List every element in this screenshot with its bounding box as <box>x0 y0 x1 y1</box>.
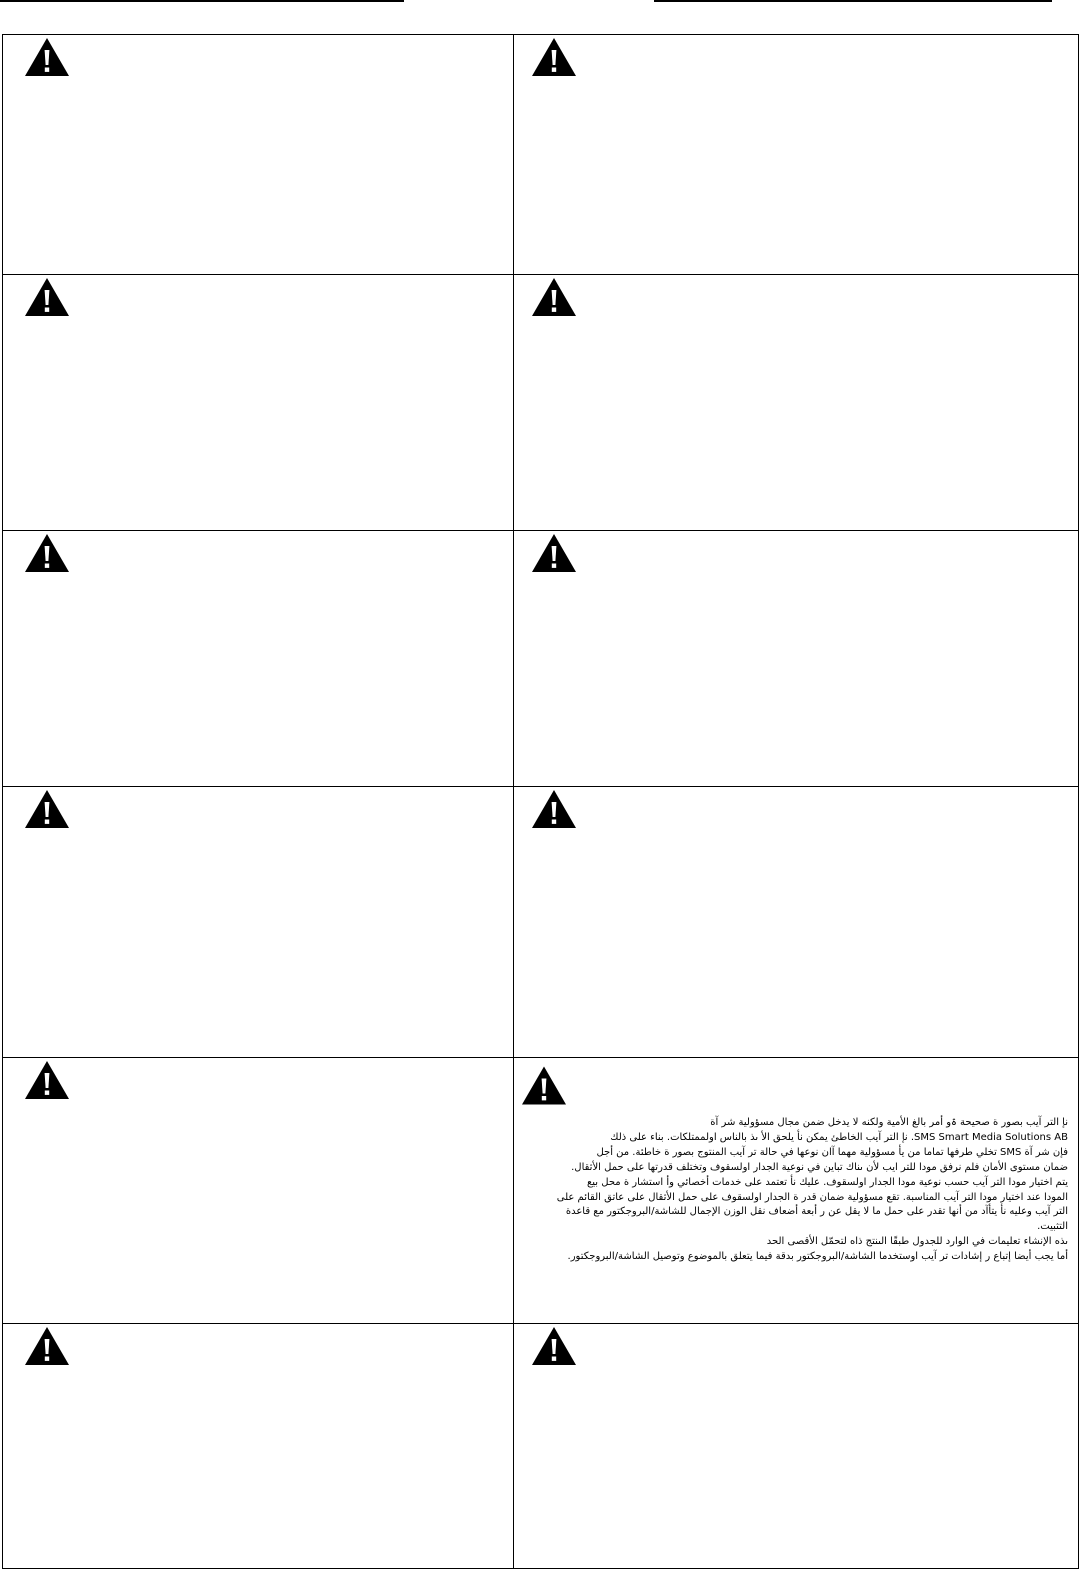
warning-cell-r2-right <box>514 275 1078 531</box>
warning-line: نإ التر آيب بصور ة صحيحة ۃو أمر بالغ الأمية ولكنه لا يدخل ضمن مجال مسؤولية شر آة <box>710 1117 1068 1128</box>
warning-cell-r4-left <box>3 787 514 1058</box>
warning-line: ضمان مستوى الأمان فلم نرفق مودا للتر ايب لأن ىناك تباين في نوعية الجدار اولسقوف وتختلف قدرتها على حمل الأثقال. <box>571 1161 1068 1173</box>
warning-line: يتم اختيار مودا التر آيب حسب نوعية مودا الجدار اولسقوف. عليك نأ تعتمد على خدمات أخصائي وأ استشار ة محل بيع <box>586 1176 1068 1188</box>
installation-warning-text <box>524 1116 1068 1265</box>
warning-cell-r3-left <box>3 531 514 787</box>
warning-cell-r2-left <box>3 275 514 531</box>
warning-triangle-icon <box>24 1326 70 1366</box>
warning-triangle-icon <box>24 37 70 77</box>
warning-line: التر آيب وعليه نأ يتأآد من أنها تقدر على حمل ما لا يقل عن ر أبعة أضعاف نقل الوزن الإجمال للشاشة/البروجكتور مع قاعدة <box>565 1206 1068 1218</box>
warning-triangle-icon <box>531 533 577 573</box>
warning-cell-r6-right <box>514 1324 1078 1568</box>
warning-triangle-icon <box>24 277 70 317</box>
warning-cell-r5-right <box>514 1058 1078 1324</box>
warning-line: أما يجب أيضا إتباع ر إشادات تر آيب اوستخدما الشاشة/البروجكتور بدقة فيما يتعلق بالموضوع وتوصيل الشاشة/البروجكتور. <box>567 1251 1068 1263</box>
warning-table <box>2 34 1079 1569</box>
warning-cell-r6-left <box>3 1324 514 1568</box>
warning-line: ىذه الإنشاء تعليمات في الوارد للجدول طبقًا الىنتج ذاه لتحمّل الأقصى الحد <box>766 1236 1068 1248</box>
warning-cell-r1-left <box>3 35 514 275</box>
warning-triangle-icon <box>531 789 577 829</box>
warning-line: فإن شر آة SMS تخلي طرفها تماما من يأ مسؤولية مهما آان نوعها في حالة تر آيب المنتوج بصور ة خاطئة. من أجل <box>596 1146 1068 1158</box>
warning-triangle-icon <box>531 37 577 77</box>
warning-line: المودا عند اختيار مودا التر آيب المناسبة. تقع مسؤولية ضمان قدر ة الجدار اولسقوف على حمل الأثقال على عاتق القائم على <box>556 1191 1068 1203</box>
warning-line: التثبيت. <box>1037 1221 1068 1233</box>
header-rule-right <box>654 0 1052 2</box>
warning-triangle-icon <box>24 533 70 573</box>
warning-triangle-icon <box>531 1326 577 1366</box>
warning-triangle-icon <box>521 1065 567 1106</box>
warning-cell-r4-right <box>514 787 1078 1058</box>
warning-triangle-icon <box>24 789 70 829</box>
warning-line: SMS Smart Media Solutions AB. نإ التر آيب الخاطئ يمكن نأ يلحق الأ ىذ بالناس اولممتلكات. بناء على ذلك <box>610 1131 1068 1143</box>
header-rule-left <box>0 0 404 2</box>
warning-cell-r1-right <box>514 35 1078 275</box>
warning-cell-r5-left <box>3 1058 514 1324</box>
warning-triangle-icon <box>531 277 577 317</box>
warning-triangle-icon <box>24 1060 70 1100</box>
warning-cell-r3-right <box>514 531 1078 787</box>
